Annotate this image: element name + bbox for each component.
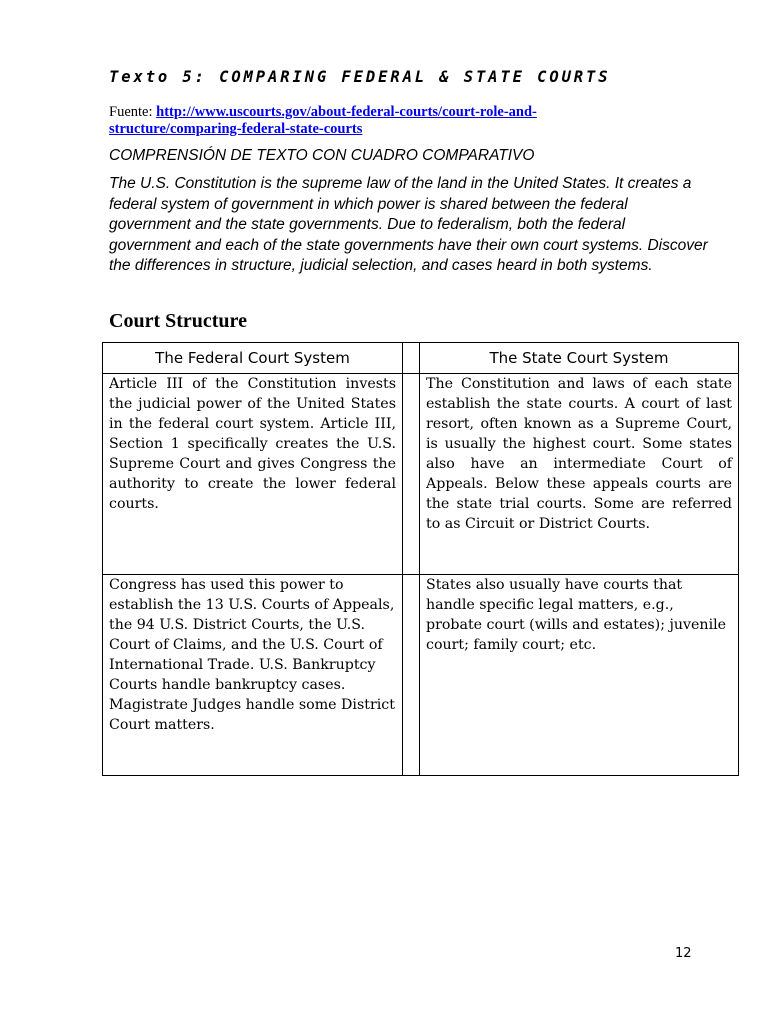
section-label: COMPRENSIÓN DE TEXTO CON CUADRO COMPARATIVO xyxy=(109,147,535,164)
page-number: 12 xyxy=(675,946,692,961)
cell-federal-structure: Article III of the Constitution invests the judicial power of the United States in the federal court system. Article III, Section 1 specifically creates the U.S. Supreme Court and gives Congress the authority to create the lower federal courts. xyxy=(103,374,403,575)
source-line xyxy=(109,104,629,138)
cell-state-structure: The Constitution and laws of each state establish the state courts. A court of last resort, often known as a Supreme Court, is usually the highest court. Some states also have an intermediate Court of Appeals. Below these appeals courts are the state trial courts. Some are referred to as Circuit or District Courts. xyxy=(420,374,739,575)
header-federal: The Federal Court System xyxy=(103,343,403,374)
table-row xyxy=(103,575,739,776)
cell-spacer xyxy=(403,575,420,776)
header-state: The State Court System xyxy=(420,343,739,374)
table-row xyxy=(103,374,739,575)
section-heading: Court Structure xyxy=(109,310,247,332)
table-header-row xyxy=(103,343,739,374)
header-spacer xyxy=(403,343,420,374)
comparison-table xyxy=(102,342,739,776)
intro-paragraph: The U.S. Constitution is the supreme law of the land in the United States. It creates a federal system of government in which power is shared between the federal government and the state governments. Due to federalism, both the federal government and each of the state governments have their own court systems. Discover the differences in structure, judicial selection, and cases heard in both systems. xyxy=(109,175,708,274)
cell-spacer xyxy=(403,374,420,575)
cell-state-courts: States also usually have courts that handle specific legal matters, e.g., probate court (wills and estates); juvenile court; family court; etc. xyxy=(420,575,739,776)
cell-federal-courts: Congress has used this power to establish the 13 U.S. Courts of Appeals, the 94 U.S. District Courts, the U.S. Court of Claims, and the U.S. Court of International Trade. U.S. Bankruptcy Courts handle bankruptcy cases. Magistrate Judges handle some District Court matters. xyxy=(103,575,403,776)
document-title: Texto 5: COMPARING FEDERAL & STATE COURTS xyxy=(109,68,611,86)
source-link[interactable]: http://www.uscourts.gov/about-federal-courts/court-role-and-structure/comparing-federal-state-courts xyxy=(109,104,537,137)
source-label: Fuente: xyxy=(109,104,153,120)
